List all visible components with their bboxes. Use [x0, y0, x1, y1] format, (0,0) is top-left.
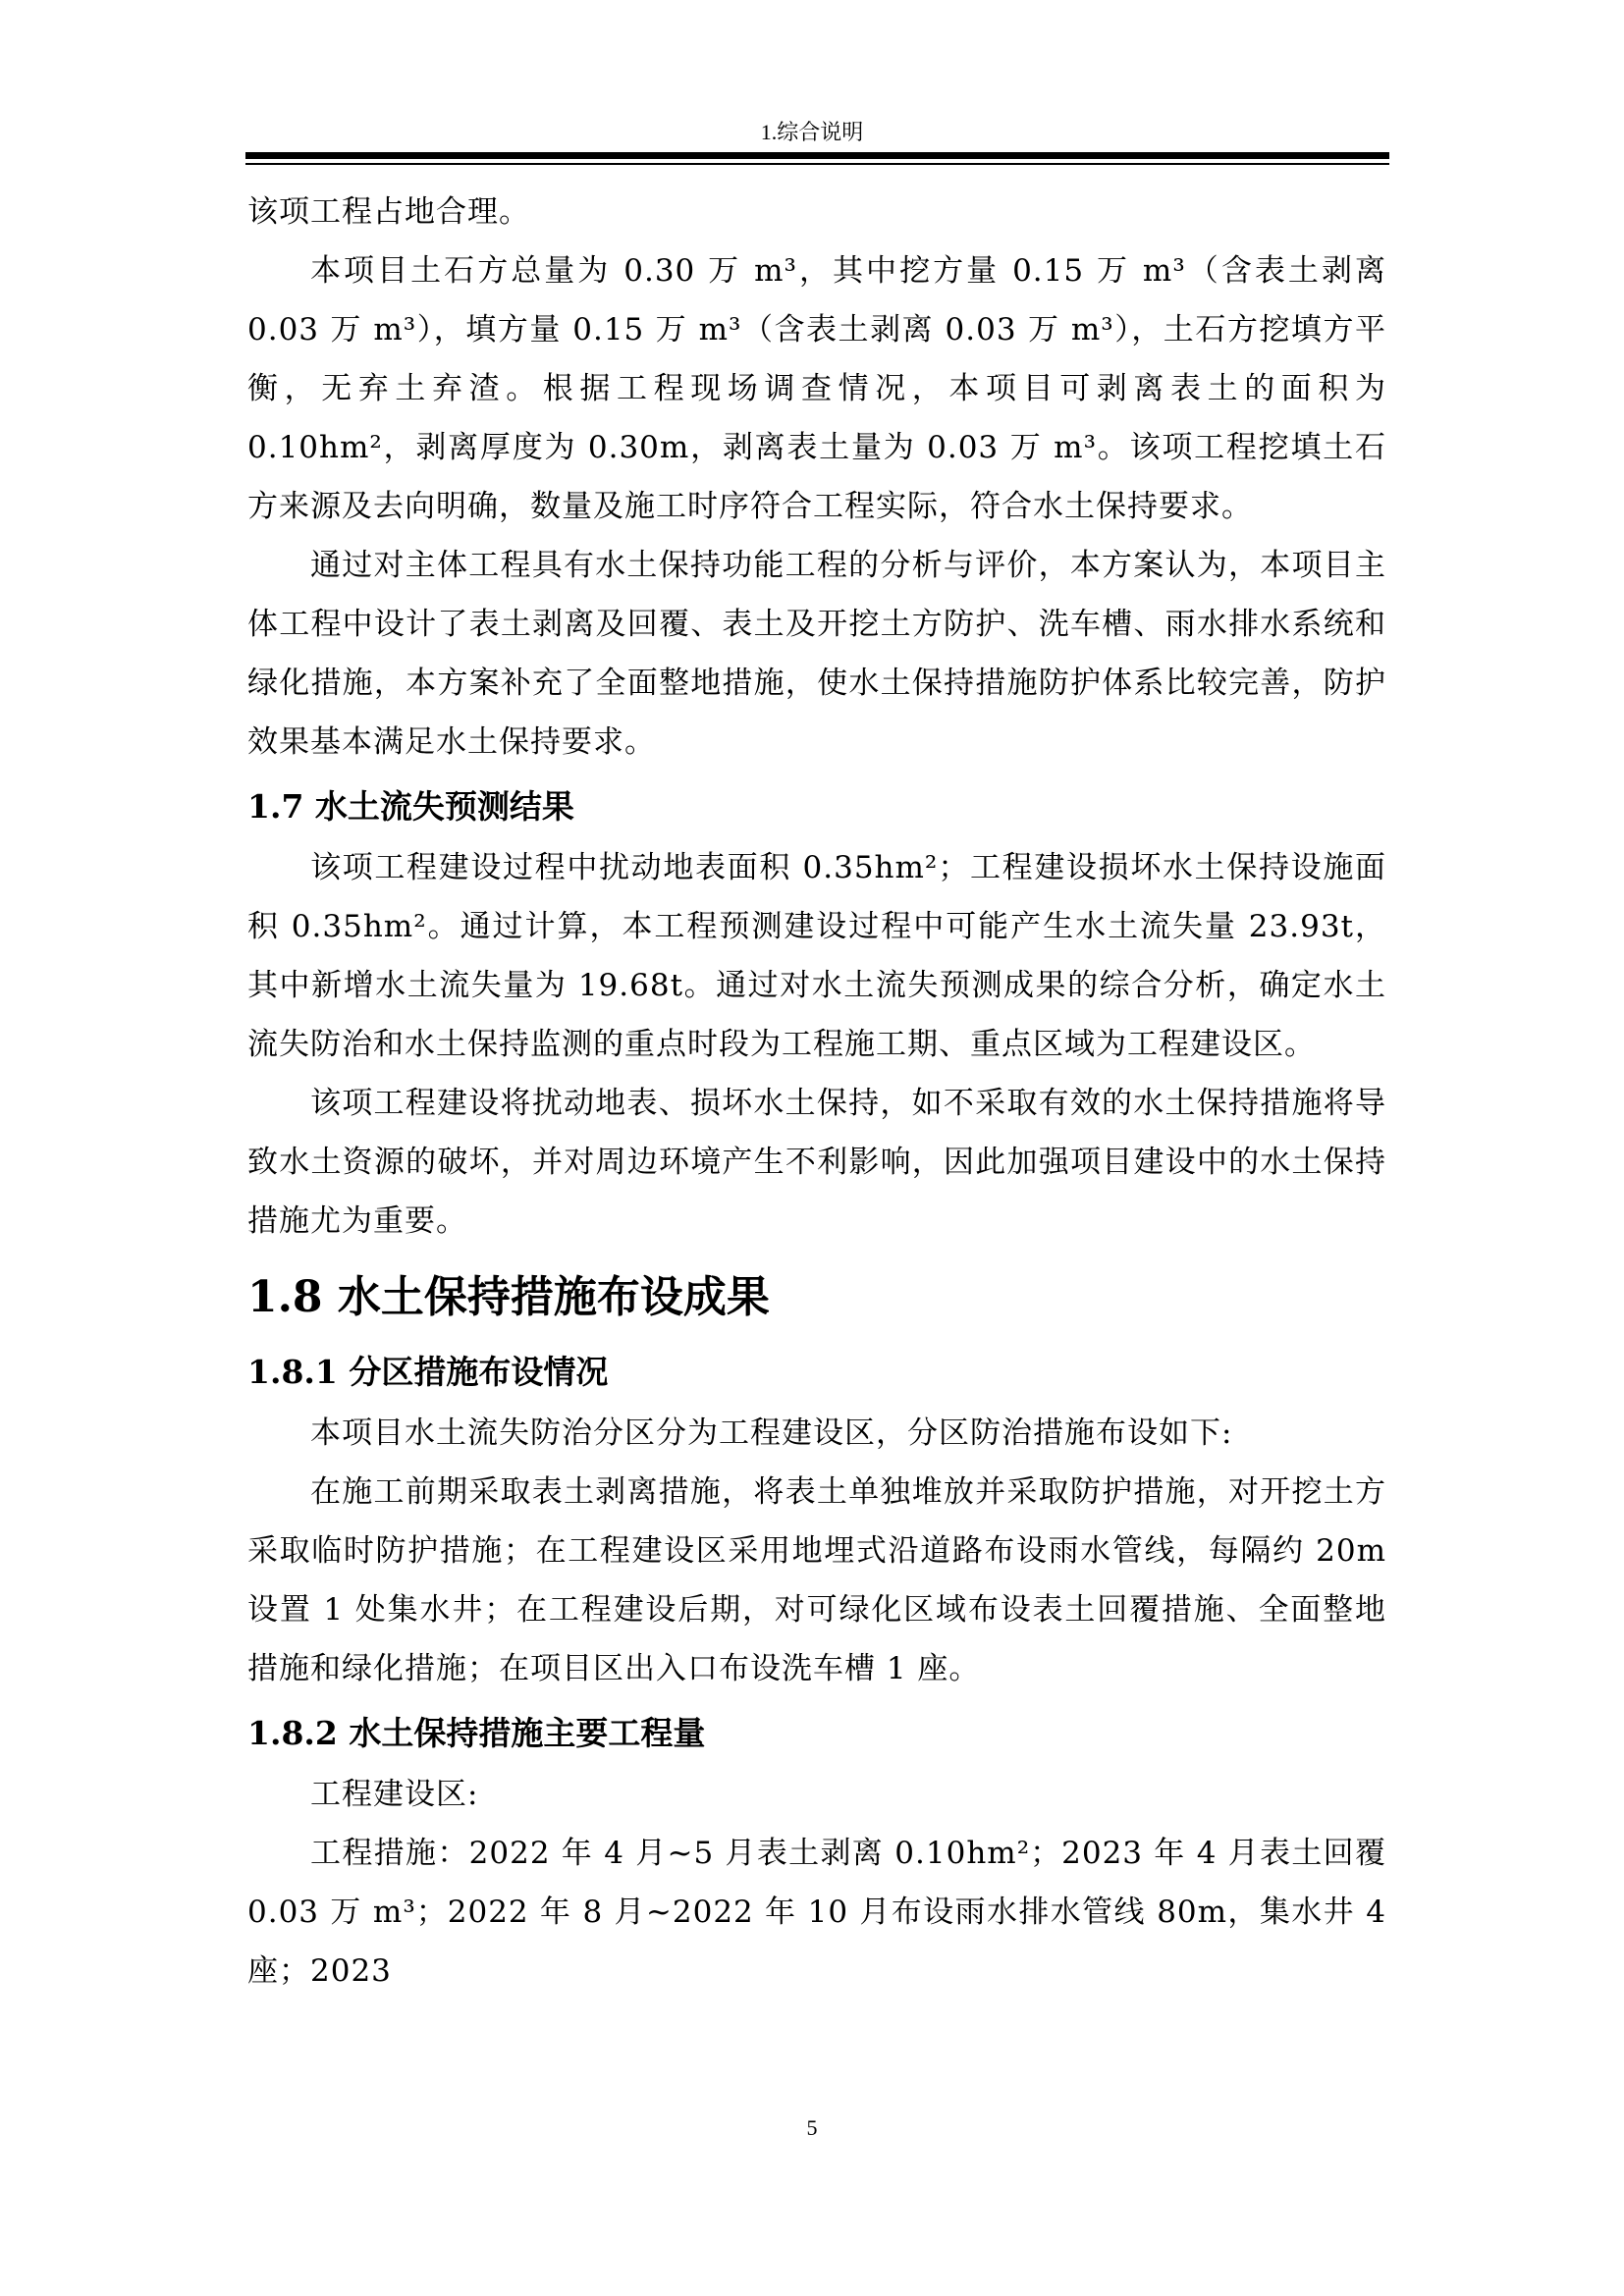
paragraph: 通过对主体工程具有水土保持功能工程的分析与评价，本方案认为，本项目主体工程中设计了表土剥离及回覆、表土及开挖土方防护、洗车槽、雨水排水系统和绿化措施，本方案补充了全面整地措施，使水土保持措施防护体系比较完善，防护效果基本满足水土保持要求。 — [247, 548, 1386, 760]
page-number: 5 — [806, 2115, 818, 2140]
subsection-heading-1-8-2: 1.8.2 水土保持措施主要工程量 — [247, 1714, 706, 1752]
page-body — [247, 183, 1386, 2001]
subsection-heading-1-8-1: 1.8.1 分区措施布设情况 — [247, 1353, 609, 1391]
paragraph: 该项工程占地合理。 — [247, 194, 530, 230]
section-heading-1-8: 1.8 水土保持措施布设成果 — [247, 1272, 770, 1322]
paragraph: 该项工程建设将扰动地表、损坏水土保持，如不采取有效的水土保持措施将导致水土资源的破坏，并对周边环境产生不利影响，因此加强项目建设中的水土保持措施尤为重要。 — [247, 1086, 1386, 1239]
section-heading-1-7: 1.7 水土流失预测结果 — [247, 787, 574, 826]
paragraph: 在施工前期采取表土剥离措施，将表土单独堆放并采取防护措施，对开挖土方采取临时防护措施；在工程建设区采用地埋式沿道路布设雨水管线，每隔约 20m 设置 1 处集水井；在工程建设后期，对可绿化区域布设表土回覆措施、全面整地措施和绿化措施；在项目区出入口布设洗车槽 1 座。 — [247, 1474, 1386, 1686]
running-header: 1.综合说明 — [760, 120, 864, 144]
paragraph: 本项目土石方总量为 0.30 万 m³，其中挖方量 0.15 万 m³（含表土剥离 0.03 万 m³），填方量 0.15 万 m³（含表土剥离 0.03 万 m³），土石方挖填方平衡，无弃土弃渣。根据工程现场调查情况，本项目可剥离表土的面积为 0.10hm²，剥离厚度为 0.30m，剥离表土量为 0.03 万 m³。该项工程挖填土石方来源及去向明确，数量及施工时序符合工程实际，符合水土保持要求。 — [247, 253, 1386, 524]
header-rule-thick — [245, 152, 1389, 159]
header-rule-thin — [245, 163, 1389, 165]
paragraph: 工程建设区: — [310, 1777, 479, 1812]
paragraph: 该项工程建设过程中扰动地表面积 0.35hm²；工程建设损坏水土保持设施面积 0.35hm²。通过计算，本工程预测建设过程中可能产生水土流失量 23.93t，其中新增水土流失量为 19.68t。通过对水土流失预测成果的综合分析，确定水土流失防治和水土保持监测的重点时段为工程施工期、重点区域为工程建设区。 — [247, 850, 1386, 1062]
paragraph: 工程措施：2022 年 4 月~5 月表土剥离 0.10hm²；2023 年 4 月表土回覆 0.03 万 m³；2022 年 8 月~2022 年 10 月布设雨水排水管线 80m，集水井 4 座；2023 — [247, 1836, 1386, 1989]
paragraph: 本项目水土流失防治分区分为工程建设区，分区防治措施布设如下: — [310, 1415, 1233, 1451]
